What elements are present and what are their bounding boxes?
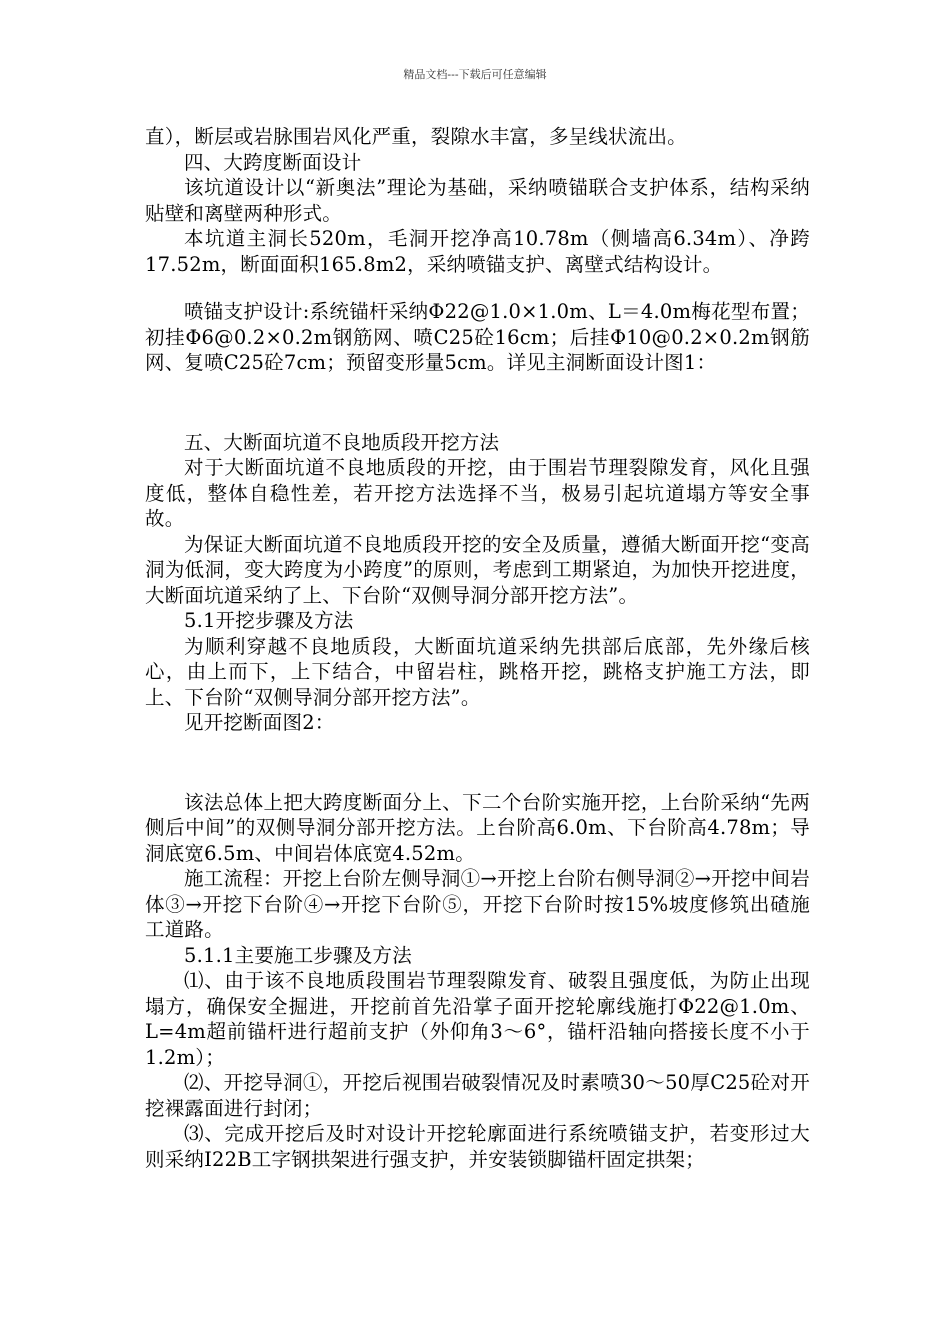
paragraph: 本坑道主洞长520m，毛洞开挖净高10.78m（侧墙高6.34m）、净跨17.52m，断面面积165.8m2，采纳喷锚支护、离壁式结构设计。 <box>145 227 810 276</box>
paragraph: ⑴、由于该不良地质段围岩节理裂隙发育、破裂且强度低，为防止出现塌方，确保安全掘进，开挖前首先沿掌子面开挖轮廓线施打Φ22@1.0m、L=4m超前锚杆进行超前支护（外仰角3～6°，锚杆沿轴向搭接长度不小于1.2m）； <box>145 969 810 1069</box>
section-heading: 五、大断面坑道不良地质段开挖方法 <box>184 430 500 454</box>
paragraph: 喷锚支护设计:系统锚杆采纳Φ22@1.0×1.0m、L＝4.0m梅花型布置；初挂Φ6@0.2×0.2m钢筋网、喷C25砼16cm；后挂Φ10@0.2×0.2m钢筋网、复喷C25砼7cm；预留变形量5cm。详见主洞断面设计图1： <box>145 300 810 374</box>
paragraph: 直），断层或岩脉围岩风化严重，裂隙水丰富，多呈线状流出。 <box>145 125 687 148</box>
paragraph: ⑵、开挖导洞①，开挖后视围岩破裂情况及时素喷30～50厚C25砼对开挖裸露面进行封闭； <box>145 1071 810 1120</box>
subsection-heading: 5.1.1主要施工步骤及方法 <box>184 943 412 967</box>
paragraph: 该法总体上把大跨度断面分上、下二个台阶实施开挖，上台阶采纳“先两侧后中间”的双侧导洞分部开挖方法。上台阶高6.0m、下台阶高4.78m；导洞底宽6.5m、中间岩体底宽4.52m。 <box>145 790 810 865</box>
paragraph: ⑶、完成开挖后及时对设计开挖轮廓面进行系统喷锚支护，若变形过大则采纳I22B工字钢拱架进行强支护，并安装锁脚锚杆固定拱架； <box>145 1122 810 1171</box>
document-body <box>145 124 810 1172</box>
paragraph: 施工流程：开挖上台阶左侧导洞①→开挖上台阶右侧导洞②→开挖中间岩体③→开挖下台阶④→开挖下台阶⑤，开挖下台阶时按15%坡度修筑出碴施工道路。 <box>145 867 810 941</box>
spacer <box>145 277 810 299</box>
paragraph: 见开挖断面图2： <box>184 711 335 734</box>
page-header: 精品文档---下载后可任意编辑 <box>403 68 547 81</box>
paragraph: 该坑道设计以“新奥法”理论为基础，采纳喷锚联合支护体系，结构采纳贴壁和离壁两种形式。 <box>145 176 810 225</box>
figure-placeholder <box>145 376 810 430</box>
figure-placeholder <box>145 736 810 790</box>
paragraph: 对于大断面坑道不良地质段的开挖，由于围岩节理裂隙发育，风化且强度低，整体自稳性差，若开挖方法选择不当，极易引起坑道塌方等安全事故。 <box>145 456 810 530</box>
paragraph: 为顺利穿越不良地质段，大断面坑道采纳先拱部后底部，先外缘后核心，由上而下，上下结合，中留岩柱，跳格开挖，跳格支护施工方法，即上、下台阶“双侧导洞分部开挖方法”。 <box>145 634 810 709</box>
subsection-heading: 5.1开挖步骤及方法 <box>184 609 354 632</box>
paragraph: 为保证大断面坑道不良地质段开挖的安全及质量，遵循大断面开挖“变高洞为低洞，变大跨度为小跨度”的原则，考虑到工期紧迫，为加快开挖进度，大断面坑道采纳了上、下台阶“双侧导洞分部开挖方法”。 <box>145 532 810 607</box>
section-heading: 四、大跨度断面设计 <box>184 150 362 174</box>
